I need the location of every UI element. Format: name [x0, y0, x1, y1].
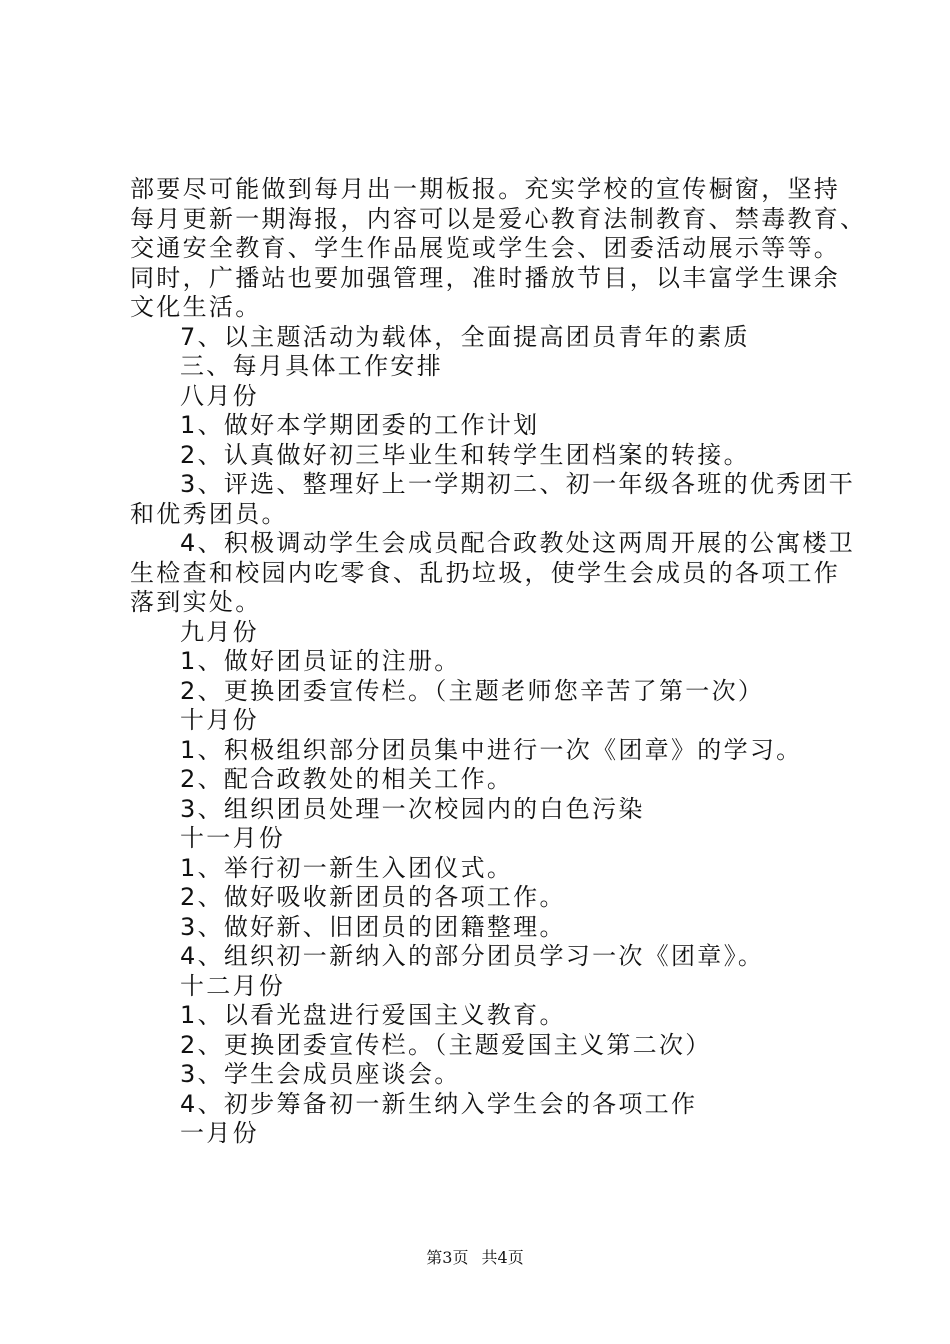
text-line: 落到实处。 [130, 588, 262, 616]
text-line: 7、以主题活动为载体，全面提高团员青年的素质 [180, 322, 750, 351]
text-line: 每月更新一期海报，内容可以是爱心教育法制教育、禁毒教育、 [130, 204, 867, 233]
text-line: 2、认真做好初三毕业生和转学生团档案的转接。 [180, 440, 750, 469]
text-line: 1、做好本学期团委的工作计划 [180, 411, 540, 439]
text-line: 九月份 [180, 617, 259, 646]
text-line: 2、配合政教处的相关工作。 [180, 765, 514, 793]
text-line: 三、每月具体工作安排 [180, 352, 443, 380]
text-line: 生检查和校园内吃零食、乱扔垃圾，使学生会成员的各项工作 [130, 558, 841, 587]
text-line: 4、积极调动学生会成员配合政教处这两周开展的公寓楼卫 [180, 529, 856, 557]
page-number: 第3页 [426, 1248, 469, 1267]
text-line: 交通安全教育、学生作品展览或学生会、团委活动展示等等。 [130, 234, 841, 262]
text-line: 十二月份 [180, 971, 286, 1000]
text-line: 部要尽可能做到每月出一期板报。充实学校的宣传橱窗，坚持 [130, 175, 841, 203]
text-line: 2、更换团委宣传栏。（主题爱国主义第二次） [180, 1030, 712, 1059]
text-line: 和优秀团员。 [130, 499, 288, 528]
text-line: 文化生活。 [130, 293, 262, 321]
text-line: 3、评选、整理好上一学期初二、初一年级各班的优秀团干 [180, 470, 856, 498]
text-line: 2、做好吸收新团员的各项工作。 [180, 883, 566, 911]
page-total: 共4页 [481, 1248, 524, 1267]
text-line: 八月份 [180, 381, 259, 410]
text-line: 3、组织团员处理一次校园内的白色污染 [180, 794, 645, 823]
text-line: 一月份 [180, 1119, 259, 1147]
text-line: 4、组织初一新纳入的部分团员学习一次《团章》。 [180, 942, 765, 970]
text-line: 1、积极组织部分团员集中进行一次《团章》的学习。 [180, 735, 803, 764]
text-line: 同时，广播站也要加强管理，准时播放节目，以丰富学生课余 [130, 263, 841, 292]
text-line: 十月份 [180, 706, 259, 734]
text-line: 1、举行初一新生入团仪式。 [180, 853, 514, 882]
body-text [130, 175, 867, 1149]
page-footer [0, 1245, 950, 1268]
text-line: 3、学生会成员座谈会。 [180, 1060, 461, 1088]
text-line: 3、做好新、旧团员的团籍整理。 [180, 912, 566, 941]
text-line: 1、以看光盘进行爱国主义教育。 [180, 1001, 566, 1029]
text-line: 4、初步筹备初一新生纳入学生会的各项工作 [180, 1089, 698, 1118]
text-line: 十一月份 [180, 824, 286, 852]
text-line: 1、做好团员证的注册。 [180, 647, 461, 675]
text-line: 2、更换团委宣传栏。（主题老师您辛苦了第一次） [180, 676, 765, 705]
